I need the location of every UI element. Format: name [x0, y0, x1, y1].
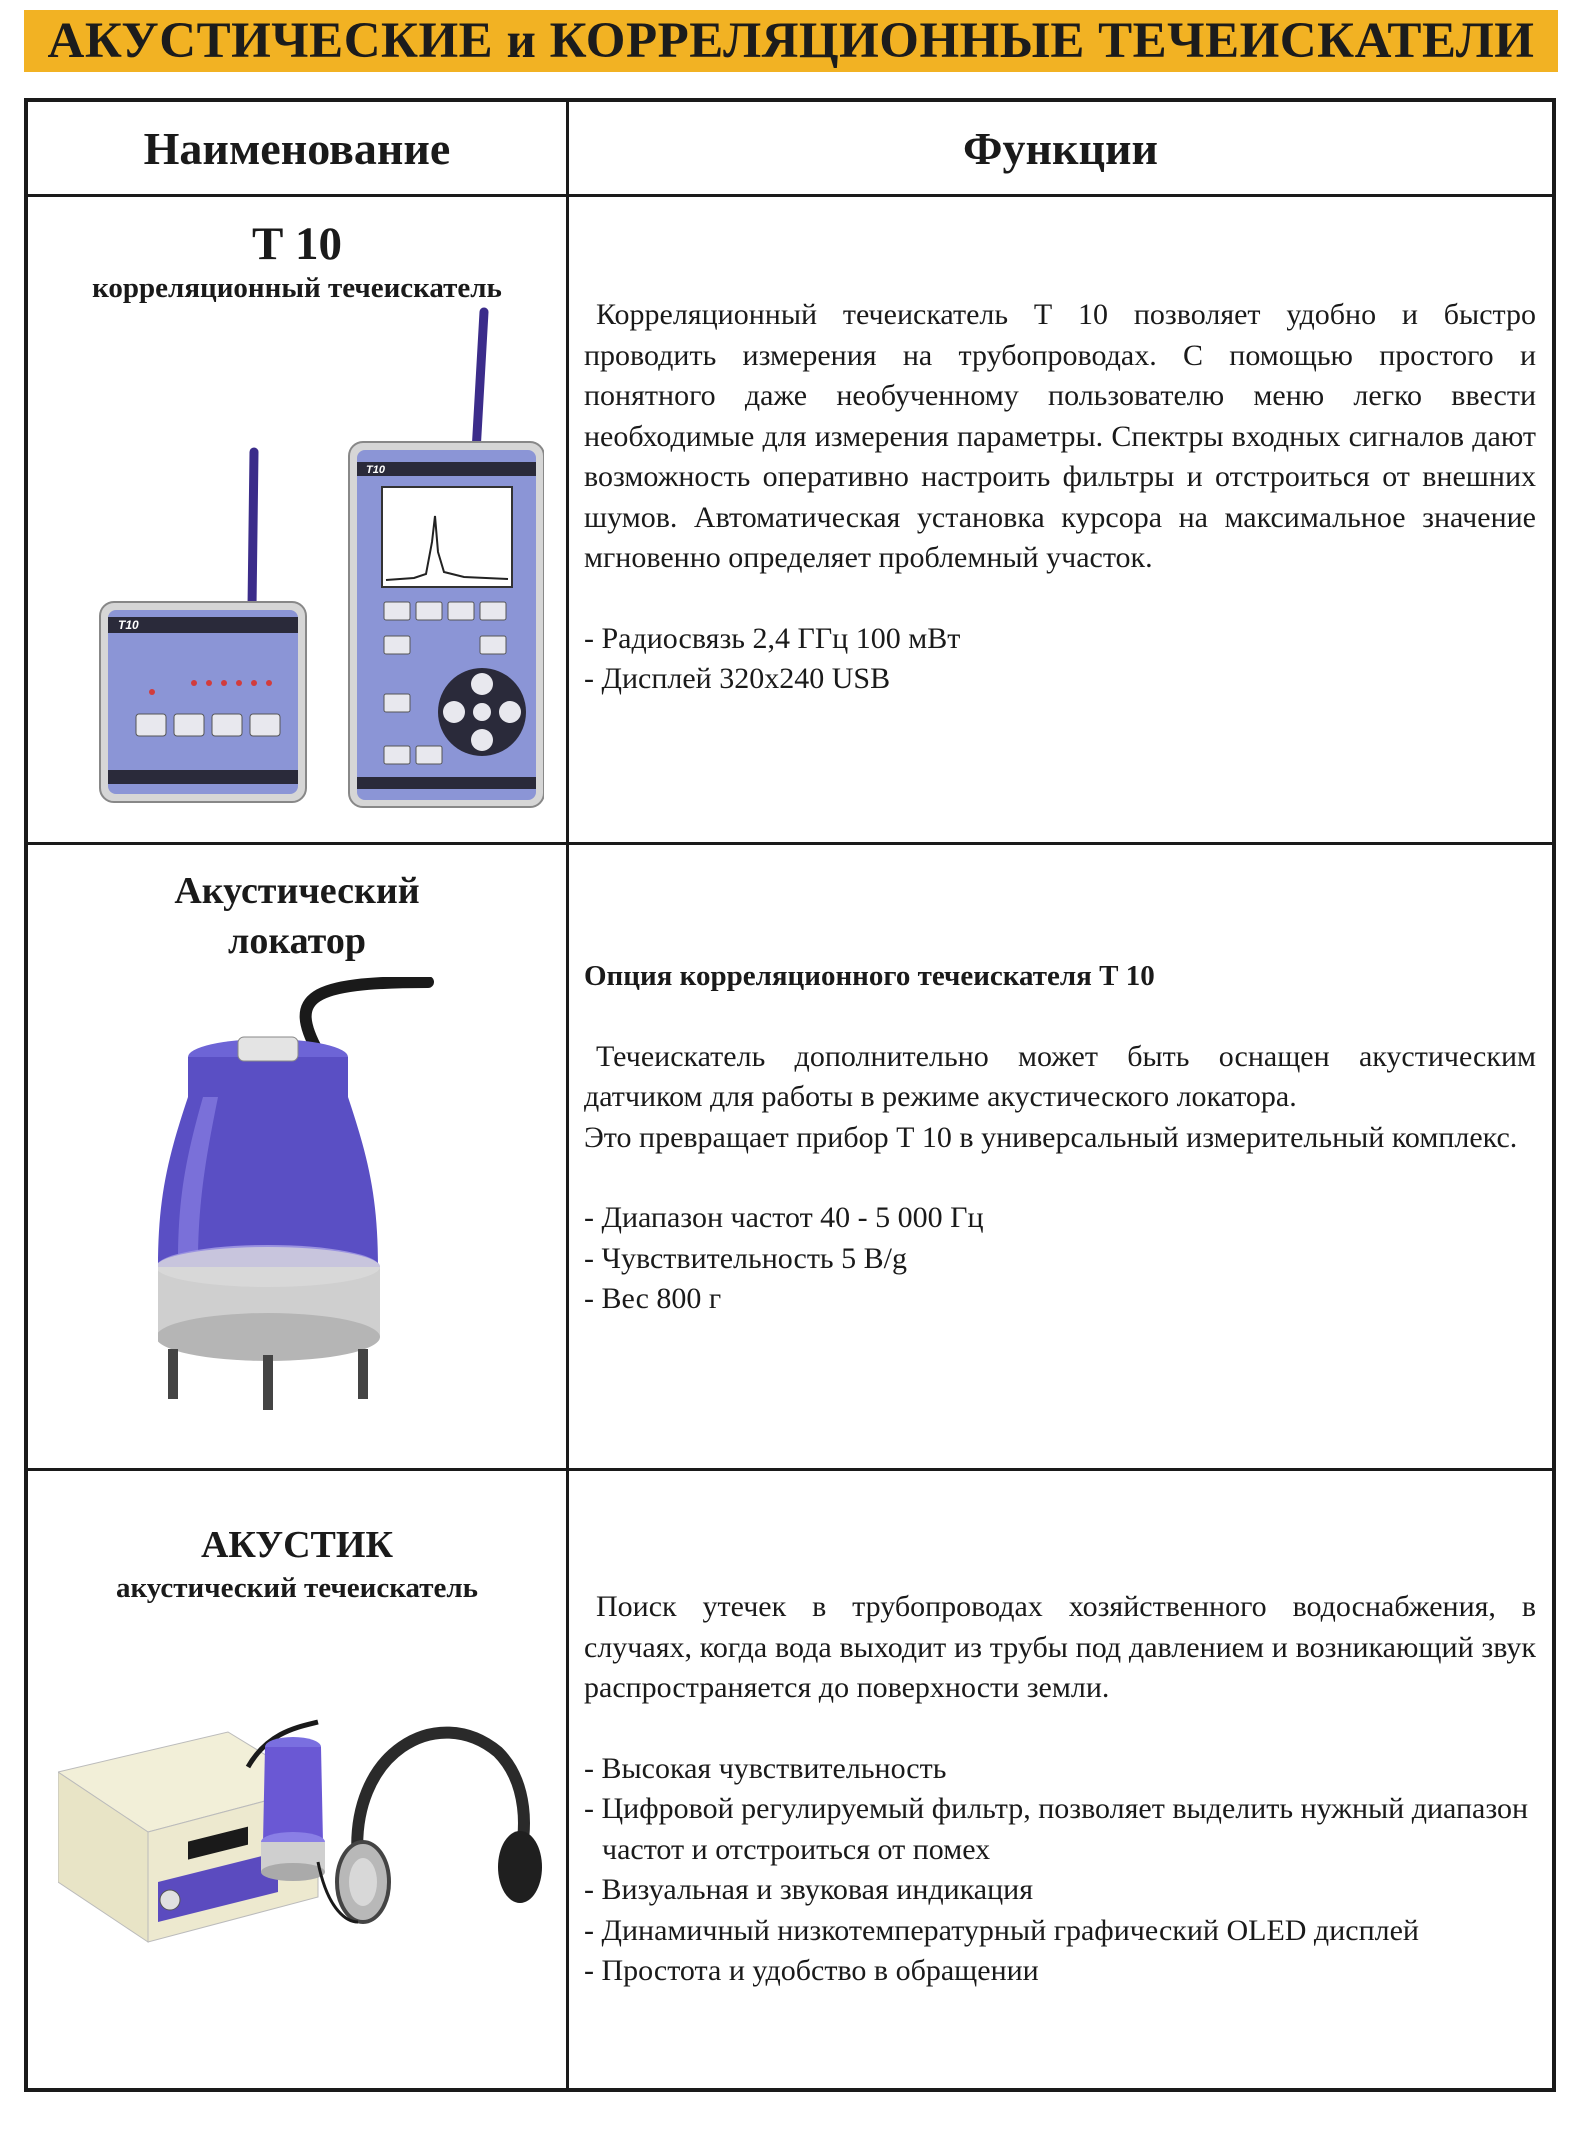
header-divider: [28, 194, 1552, 197]
description-text: Течеискатель дополнительно может быть оснащен акустическим датчиком для работы в режиме акустического локатора.: [584, 1039, 1536, 1113]
feature-item: - Динамичный низкотемпературный графический OLED дисплей: [584, 1913, 1419, 1947]
small-t10-unit: [100, 602, 306, 802]
description-text: Поиск утечек в трубопроводах хозяйственного водоснабжения, в случаях, когда вода выходит из трубы под давлением и возникающий звук распространяется до поверхности земли.: [584, 1590, 1536, 1704]
t10-devices-image: [64, 302, 544, 912]
row-t10-functions: [584, 295, 1536, 700]
acoustic-sensor-image: [158, 977, 438, 1437]
header-functions: Функции: [962, 122, 1159, 174]
feature-item: - Вес 800 г: [584, 1282, 722, 1315]
feature-item: - Дисплей 320х240 USB: [584, 662, 891, 695]
row-akustik-name: [28, 1520, 566, 1606]
header-name: Наименование: [143, 122, 451, 174]
feature-item: - Высокая чувствительность: [584, 1751, 947, 1785]
product-subtitle: акустический течеискатель: [115, 1572, 478, 1604]
description-text: Корреляционный течеискатель Т 10 позволяет удобно и быстро проводить измерения на трубопроводах. С помощью простого и понятного даже необученному пользователю меню легко ввести необходимые для измерения параметры. Спектры входных сигналов дают возможность оперативно настроить фильтры и отстроиться от внешних шумов. Автоматическая установка курсора на максимальное значение мгновенно определяет проблемный участок.: [584, 298, 1536, 574]
row-divider: [28, 842, 1552, 845]
feature-list: [584, 619, 1536, 700]
feature-item: - Радиосвязь 2,4 ГГц 100 мВт: [584, 621, 961, 655]
feature-item: - Простота и удобство в обращении: [584, 1954, 1039, 1987]
row-locator-functions: [584, 956, 1536, 1320]
feature-item: - Визуальная и звуковая индикация: [584, 1873, 1034, 1906]
row-locator-name: [28, 866, 566, 966]
option-title: Опция корреляционного течеискателя Т 10: [584, 960, 1155, 992]
feature-item: - Диапазон частот 40 - 5 000 Гц: [584, 1201, 984, 1234]
row-t10-name: [28, 218, 566, 306]
device-logo: T10: [118, 618, 139, 632]
page-title: АКУСТИЧЕСКИЕ и КОРРЕЛЯЦИОННЫЕ ТЕЧЕИСКАТЕЛИ: [47, 13, 1535, 69]
akustik-kit-image: [58, 1692, 558, 1992]
row-divider: [28, 1468, 1552, 1471]
product-subtitle: корреляционный течеискатель: [92, 272, 502, 304]
feature-item: - Цифровой регулируемый фильтр, позволяет выделить нужный диапазон частот и отстроиться от помех: [584, 1792, 1529, 1866]
column-divider: [566, 102, 569, 2088]
product-name: АКУСТИК: [200, 1524, 394, 1566]
product-name-line2: локатор: [228, 920, 366, 962]
feature-list: [584, 1198, 1536, 1320]
large-t10-unit: [349, 442, 544, 807]
feature-list: [584, 1749, 1536, 1992]
device-logo: T10: [366, 464, 385, 476]
products-table: [24, 98, 1556, 2092]
row-akustik-functions: [584, 1587, 1536, 1992]
description-text-2: Это превращает прибор Т 10 в универсальный измерительный комплекс.: [584, 1120, 1518, 1154]
product-name: Т 10: [251, 218, 343, 270]
product-name-line1: Акустический: [174, 870, 420, 912]
feature-item: - Чувствительность 5 В/g: [584, 1241, 907, 1275]
title-banner: [24, 10, 1558, 72]
